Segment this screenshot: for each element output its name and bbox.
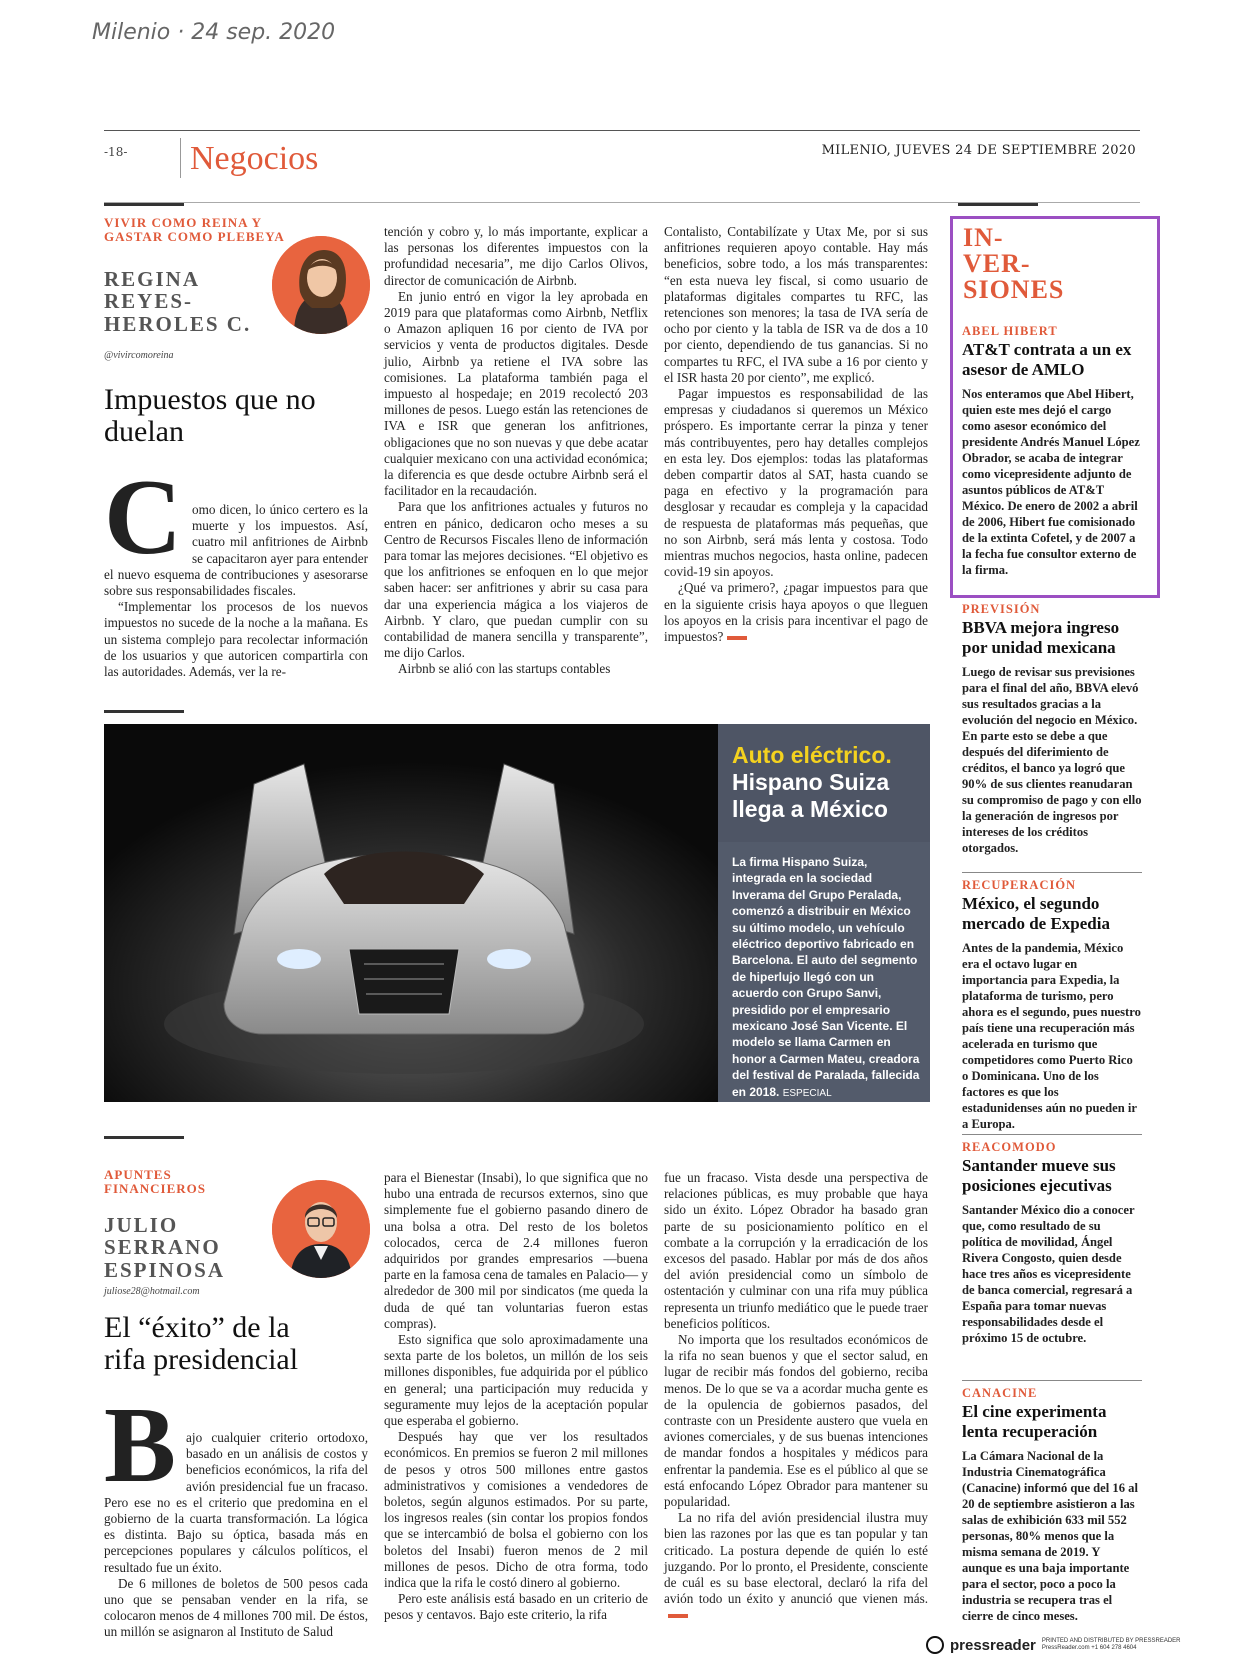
page-number: -18- — [104, 145, 128, 159]
author-line: SERRANO — [104, 1235, 221, 1260]
paragraph: “Implementar los procesos de los nuevos impuestos no sucede de la noche a la mañana. Es un sistema complejo para recolectar información de los usuarios y que autoricen compartirla con las autoridades. Además, ver la re- — [104, 599, 368, 680]
sidebar-item — [962, 324, 1142, 578]
article2-col3 — [664, 1170, 928, 1624]
end-mark — [727, 636, 747, 640]
pressreader-logo-icon — [926, 1636, 944, 1654]
author-portrait-image — [272, 1180, 370, 1278]
article2-kicker-line: APUNTES — [104, 1167, 172, 1182]
article1-col3 — [664, 224, 928, 645]
article2-col1 — [104, 1386, 368, 1641]
photo-top-rule — [104, 710, 184, 713]
paragraph — [664, 580, 928, 645]
sidebar-divider — [962, 1134, 1142, 1135]
sidebar-item-kicker: RECUPERACIÓN — [962, 878, 1077, 892]
paragraph: Pagar impuestos es responsabilidad de las empresas y ciudadanos si queremos un México próspero. Es importante cerrar la pinza y tener más contribuyentes, pero hay detalles complejos en esta ley. Dos ejemplos: todas las plataformas deben compartir datos al SAT, hasta cuando se paga en efectivo y la programación para desglosar y recaudar es compleja y la capacidad de respuesta de plataformas más pequeñas, que no son Airbnb, será más lenta y costosa. Todo mientras muchos negocios, hasta online, padecen covid-19 sin apoyos. — [664, 386, 928, 580]
dropcap: B — [104, 1386, 177, 1505]
sidebar-title-line: VER- — [963, 249, 1031, 278]
sidebar-item-body: La Cámara Nacional de la Industria Cinematográfica (Canacine) informó que del 16 al 20 de septiembre asistieron a las salas de exhibición 633 mil 552 personas, 80% menos que la misma semana de 2019. Y aunque es una baja importante para el sector, poco a poco la industria se recupera tras el cierre de cinco meses. — [962, 1449, 1138, 1623]
paragraph: En junio entró en vigor la ley aprobada en 2019 para que plataformas como Airbnb, Netflix o Amazon apliquen 16 por ciento de IVA por servicios y venta de productos digitales. Desde julio, Airbnb ya retiene el IVA sobre las comisiones. La plataforma también paga el impuesto al hospedaje; en 2019 recolectó 203 millones de pesos. Luego están las retenciones de IVA e ISR que generan los anfitriones, obligaciones que no son nuevas y que debe acatar cualquier mexicano con una actividad económica; la diferencia es que desde octubre Airbnb será el facilitador en la recaudación. — [384, 288, 649, 499]
article1-author — [104, 268, 251, 335]
article1-kicker-line: VIVIR COMO REINA Y — [104, 215, 262, 230]
pressreader-printed: PRINTED AND DISTRIBUTED BY PRESSREADER — [1041, 1638, 1181, 1644]
sidebar-item — [962, 878, 1142, 1132]
author-line: REGINA — [104, 267, 201, 291]
article2-kicker — [104, 1168, 206, 1195]
end-mark — [668, 1614, 688, 1618]
sidebar-title — [963, 225, 1064, 303]
article1-kicker-line: GASTAR COMO PLEBEYA — [104, 228, 285, 244]
article2-kicker-line: FINANCIEROS — [104, 1180, 207, 1196]
article1-handle: @vivircomoreina — [104, 350, 174, 361]
paragraph: fue un fracaso. Vista desde una perspectiva de relaciones públicas, es muy probable que haya sido un éxito. López Obrador ha basado gran parte de su posicionamiento político en el combate a la corrupción y la erradicación de los excesos del pasado. Hablar por más de dos años del avión presidencial como un símbolo de ostentación y culminar con una rifa muy pública representa un triunfo mediático que le puede traer beneficios políticos. — [664, 1170, 928, 1331]
paragraph: Airbnb se alió con las startups contables — [398, 661, 611, 677]
header-top-rule — [104, 130, 1140, 131]
article1-kicker — [104, 216, 285, 243]
article1-top-rule — [104, 203, 184, 206]
dropcap: C — [104, 458, 182, 577]
sidebar-title-line: SIONES — [963, 275, 1065, 304]
caption-body — [732, 854, 920, 1102]
sidebar-item-kicker: CANACINE — [962, 1386, 1038, 1400]
author-line: JULIO — [104, 1213, 179, 1237]
author-line: REYES- — [104, 289, 194, 314]
photo-credit: ESPECIAL — [782, 1087, 832, 1099]
headline-line: duelan — [104, 415, 184, 449]
paragraph-text: La no rifa del avión presidencial ilustra muy bien las razones por las que es tan popular y tan criticado. La postura depende de quién lo esté juzgando. Por lo pronto, el Presidente, consciente de cuál es su base electoral, declaró la rifa del avión todo un éxito y anunció que vienen más. — [664, 1510, 928, 1607]
paragraph: Contalisto, Contabilízate y Utax Me, por si sus anfitriones requieren apoyo contable. Hay más beneficios, sobre todo, a los más transparentes: “en esta nueva ley fiscal, si como usuario de plataformas digitales compartes tu RFC, las retenciones son menores; la tasa de IVA sería de ocho por ciento y la tabla de ISR va de dos a 10 por ciento, dependiendo de tus ganancias. Si no compartes tu RFC, el IVA sube a 16 por ciento y el ISR hasta 20 por ciento”, me explicó. — [664, 224, 928, 385]
sidebar-item-kicker: ABEL HIBERT — [962, 324, 1058, 338]
sidebar-item-headline: México, el segundo mercado de Expedia — [962, 894, 1110, 933]
article2-col2 — [384, 1170, 648, 1624]
paragraph-text: ¿Qué va primero?, ¿pagar impuestos para que en la siguiente crisis haya apoyos o que lleguen los apoyos en la crisis para incentivar el pago de impuestos? — [664, 580, 928, 645]
paragraph: Pero este análisis está basado en un criterio de pesos y centavos. Bajo este criterio, la rifa — [384, 1591, 648, 1623]
paragraph: No importa que los resultados económicos de la rifa no sean buenos y que el sector salud, en lugar de recibir más fondos del gobierno, reciba menos. De lo que se va a acordar mucha gente es de la opulencia de gobiernos pasados, del contraste con un Presidente austero que vuela en aviones comerciales, y de sus buenas intenciones de mandar fondos a hospitales y médicos para enfrentar la pandemia. Ese es el público al que se está enfocando López Obrador para mantener su popularidad. — [664, 1332, 928, 1510]
photo-caption-panel — [718, 724, 930, 1102]
sidebar-top-rule — [958, 203, 1038, 206]
paragraph: omo dicen, lo único certero es la muerte y los impuestos. Así, cuatro mil anfitriones de Airbnb se capacitaron ayer para entender el nuevo esquema de contribuciones y asesorarse sobre sus responsabilidades fiscales. — [104, 502, 368, 599]
caption-title-line: Hispano Suiza — [732, 769, 890, 795]
sidebar-item-body: Nos enteramos que Abel Hibert, quien este mes dejó el cargo como asesor económico del presidente Andrés Manuel López Obrador, se acaba de integrar como vicepresidente adjunto de asuntos públicos de AT&T México. De enero de 2002 a abril de 2006, Hibert fue comisionado de la extinta Cofetel, y de 2007 a la fecha fue consultor externo de la firma. — [962, 387, 1140, 577]
caption-title-line: Auto eléctrico. — [732, 742, 892, 768]
sidebar-item-headline: Santander mueve sus posiciones ejecutivas — [962, 1156, 1116, 1195]
sidebar-item — [962, 1386, 1142, 1624]
paragraph: Para que los anfitriones actuales y futuros no entren en pánico, dedicaron ocho meses a su Centro de Recursos Fiscales lleno de información para tomar las mejores decisiones. “El objetivo es que los anfitriones se enfoquen en lo que mejor saben hacer: ser anfitriones y abrir su casa para dar una experiencia mágica a los viajeros de Airbnb. Y claro, que puedan cumplir con su contabilidad de manera sencilla y transparente”, me dijo Carlos. — [384, 499, 648, 661]
paragraph: ajo cualquier criterio ortodoxo, basado en un análisis de costos y beneficios económicos, la rifa del avión presidencial fue un fracaso. Pero ese no es el criterio que predomina en el gobierno de la cuarta transformación. La lógica es distinta. Bajo su óptica, basada más en percepciones populares y cálculos políticos, el resultado fue un éxito. — [104, 1430, 368, 1575]
sidebar-item-headline: El cine experimenta lenta recuperación — [962, 1402, 1107, 1441]
car-image — [104, 724, 718, 1102]
header-separator — [180, 138, 181, 178]
paragraph: De 6 millones de boletos de 500 pesos cada uno que se pensaban vender en la rifa, se colocaron menos de 4 millones 700 mil. De éstos, un millón se asignaron al Instituto de Salud — [104, 1575, 368, 1640]
article1-headline — [104, 384, 364, 449]
author-line: ESPINOSA — [104, 1257, 226, 1282]
caption-title-line: llega a México — [732, 796, 888, 822]
author-photo — [272, 236, 370, 334]
paragraph: Esto significa que solo aproximadamente una sexta parte de los boletos, un millón de los seis millones disponibles, fue adquirida por el público en general; una participación muy reducida y seguramente muy lejos de la aceptación popular que esperaba el gobierno. — [384, 1332, 648, 1429]
sidebar-item-kicker: REACOMODO — [962, 1140, 1057, 1154]
author-line: HEROLES C. — [104, 311, 252, 336]
headline-line: El “éxito” de la — [104, 1311, 290, 1344]
sidebar-item — [962, 602, 1142, 856]
source-line: Milenio · 24 sep. 2020 — [92, 20, 336, 45]
paragraph: tención y cobro y, lo más importante, explicar a las personas los diferentes impuestos con la profundidad necesaria”, me dijo Carlos Olivos, director de comunicación de Airbnb. — [384, 224, 648, 288]
sidebar-title-line: IN- — [963, 223, 1004, 252]
sidebar-item-body: Luego de revisar sus previsiones para el final del año, BBVA elevó sus resultados gracias a la evolución del negocio en México. En parte esto se debe a que después del diferimiento de créditos, el banco ya logró que 90% de sus clientes reanudaran su compromiso de pago y con ello la generación de ingresos por intereses de los créditos otorgados. — [962, 665, 1142, 855]
article2-handle: juliose28@hotmail.com — [104, 1286, 200, 1297]
sidebar-item-headline: BBVA mejora ingreso por unidad mexicana — [962, 618, 1120, 657]
caption-text: La firma Hispano Suiza, integrada en la sociedad Inverama del Grupo Peralada, comenzó a distribuir en México su último modelo, un vehículo eléctrico deportivo fabricado en Barcelona. El auto del segmento de hiperlujo llegó con un acuerdo con Grupo Sanvi, presidido por el empresario mexicano José San Vicente. El modelo se llama Carmen en honor a Carmen Mateu, creadora del festival de Paralada, fallecida en 2018. — [732, 855, 920, 1099]
pressreader-contact: PressReader.com +1 604 278 4604 — [1041, 1645, 1137, 1651]
sidebar-item-body: Antes de la pandemia, México era el octavo lugar en importancia para Expedia, la plataforma de turismo, pero ahora es el segundo, pues nuestro país tiene una recuperación más acelerada en turismo que competidores como Puerto Rico o Dominicana. Uno de los factores es que los estadunidenses aún no pueden ir a Europa. — [962, 941, 1141, 1131]
paragraph: Después hay que ver los resultados económicos. En premios se fueron 2 mil millones de pesos y otros 500 millones entre gastos administrativos y comisiones a vendedores de boletos, según algunos estimados. Por su parte, los ingresos reales (sin contar los propios fondos que se intercambió de bolsa el gobierno con los boletos del Insabi) fueron menos de 2 mil millones de pesos. Dicho de otra forma, todo indica que la rifa le costó dinero al gobierno. — [384, 1429, 648, 1591]
pressreader-badge — [926, 1636, 1181, 1654]
pressreader-brand: pressreader — [950, 1636, 1036, 1654]
article2-top-rule — [104, 1136, 184, 1139]
paragraph — [664, 1510, 928, 1623]
headline-line: Impuestos que no — [104, 383, 316, 416]
article2-headline — [104, 1312, 374, 1377]
headline-line: rifa presidencial — [104, 1343, 299, 1377]
article2-author — [104, 1214, 225, 1281]
article1-col2 — [384, 224, 648, 678]
section-title: Negocios — [190, 140, 319, 177]
pressreader-legal — [1042, 1638, 1181, 1652]
dateline: MILENIO, JUEVES 24 DE SEPTIEMBRE 2020 — [821, 143, 1136, 158]
sidebar-item-headline: AT&T contrata a un ex asesor de AMLO — [962, 340, 1132, 379]
author-portrait-image — [272, 236, 370, 334]
article1-col1 — [104, 458, 368, 680]
sidebar-item — [962, 1140, 1142, 1346]
sidebar-divider — [962, 1380, 1142, 1381]
sidebar-divider — [962, 872, 1142, 873]
sidebar-item-kicker: PREVISIÓN — [962, 602, 1041, 616]
paragraph: para el Bienestar (Insabi), lo que significa que no hubo una entrada de recursos externos, sino que simplemente fue el gobierno pasando dinero de una bolsa a otra. Del resto de los boletos colocados, cerca de 2.4 millones fueron adquiridos por grandes empresarios —buena parte en la famosa cena de tamales en Palacio— y alrededor de 300 mil por sindicatos (me queda la duda de qué tan voluntarias fueron estas compras). — [384, 1170, 648, 1331]
author-photo — [272, 1180, 370, 1278]
caption-title — [732, 742, 892, 823]
sidebar-item-body: Santander México dio a conocer que, como resultado de su política de movilidad, Ángel Rivera Congosto, quien desde hace tres años es vicepresidente de banca comercial, regresará a España para tomar nuevas responsabilidades desde el próximo 15 de octubre. — [962, 1203, 1135, 1345]
